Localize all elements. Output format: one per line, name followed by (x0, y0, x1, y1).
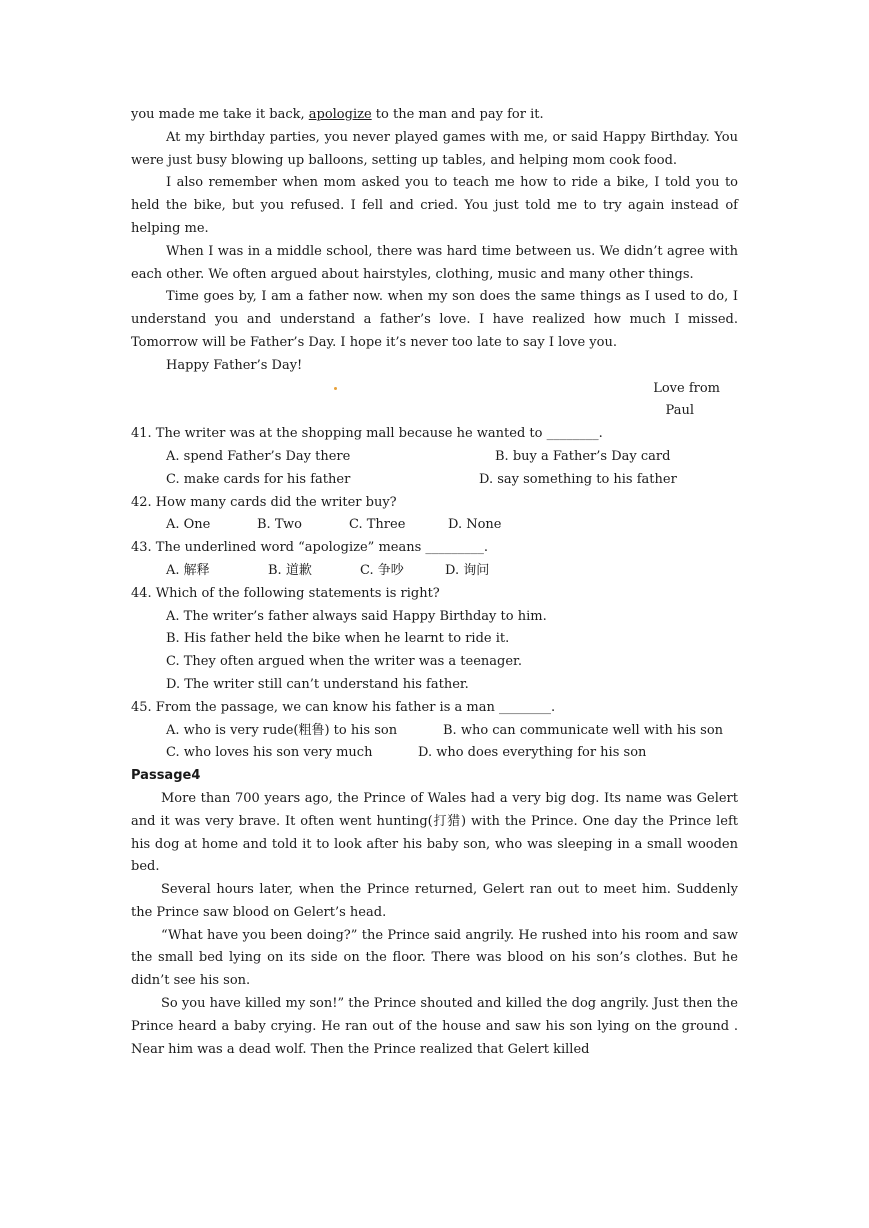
option-a: A. The writer’s father always said Happy Birthday to him. (166, 608, 547, 624)
option-b: B. Two (257, 517, 302, 533)
question-45: 45. From the passage, we can know his father is a man ________. (131, 699, 556, 715)
paragraph-birthday: At my birthday parties, you never played games with me, or said Happy Birthday. You were just busy blowing up balloons, setting up tables, and helping mom cook food. (131, 129, 738, 168)
passage4-paragraph-3: “What have you been doing?” the Prince said angrily. He rushed into his room and saw the small bed lying on its side on the floor. There was blood on his son’s clothes. But he didn’t see his son. (131, 927, 738, 989)
greeting: Happy Father’s Day! (166, 357, 303, 373)
option-c: C. Three (349, 517, 406, 533)
sign-off-line (131, 378, 738, 401)
option-c: C. make cards for his father (166, 471, 351, 487)
options-row (131, 606, 738, 629)
options-row (131, 674, 738, 697)
question-41: 41. The writer was at the shopping mall because he wanted to ________. (131, 426, 603, 442)
options-row (131, 469, 738, 492)
text-span: you made me take it back, (131, 107, 309, 122)
option-d: D. 询问 (445, 562, 490, 578)
option-d: D. None (448, 517, 502, 533)
options-row (131, 446, 738, 469)
option-b: B. buy a Father’s Day card (495, 448, 671, 464)
passage3-line1 (131, 104, 738, 127)
options-row (131, 742, 738, 765)
option-b: B. His father held the bike when he learnt to ride it. (166, 631, 510, 647)
options-row (131, 720, 738, 743)
passage4-paragraph-1: More than 700 years ago, the Prince of Wales had a very big dog. Its name was Gelert and it was very brave. It often went hunting(打猎) with the Prince. One day the Prince left his dog at home and told it to look after his baby son, who was sleeping in a small wooden bed. (131, 790, 738, 875)
options-row (131, 628, 738, 651)
question-42: 42. How many cards did the writer buy? (131, 494, 397, 510)
option-d: D. who does everything for his son (418, 745, 647, 761)
option-c: C. who loves his son very much (166, 745, 373, 761)
paragraph-time: Time goes by, I am a father now. when my son does the same things as I used to do, I understand you and understand a father’s love. I have realized how much I missed. Tomorrow will be Father’s Day. I hope it’s never too late to say I love you. (131, 289, 738, 350)
underlined-word: apologize (308, 107, 372, 122)
question-44: 44. Which of the following statements is right? (131, 585, 440, 601)
option-c: C. They often argued when the writer was a teenager. (166, 654, 522, 670)
passage4-heading: Passage4 (131, 768, 201, 784)
text-span: to the man and pay for it. (371, 107, 544, 122)
option-c: C. 争吵 (360, 562, 404, 578)
option-d: D. say something to his father (479, 471, 677, 487)
options-row (131, 651, 738, 674)
document-page (131, 104, 738, 1061)
option-b: B. 道歉 (268, 562, 312, 578)
option-d: D. The writer still can’t understand his father. (166, 676, 469, 692)
paragraph-bike: I also remember when mom asked you to teach me how to ride a bike, I told you to held the bike, but you refused. I fell and cried. You just told me to try again instead of helping me. (131, 175, 738, 236)
signature: Paul (665, 403, 694, 419)
passage4-paragraph-4: So you have killed my son!” the Prince shouted and killed the dog angrily. Just then the Prince heard a baby crying. He ran out of the house and saw his son lying on the ground . Near him was a dead wolf. Then the Prince realized that Gelert killed (131, 996, 738, 1057)
options-row (131, 514, 738, 537)
love-from: Love from (653, 380, 720, 396)
decorative-dot (334, 387, 337, 390)
option-b: B. who can communicate well with his son (443, 722, 724, 738)
paragraph-middle-school: When I was in a middle school, there was hard time between us. We didn’t agree with each other. We often argued about hairstyles, clothing, music and many other things. (131, 243, 738, 282)
passage4-paragraph-2: Several hours later, when the Prince returned, Gelert ran out to meet him. Suddenly the Prince saw blood on Gelert’s head. (131, 882, 738, 920)
option-a: A. 解释 (166, 562, 210, 578)
signature-line (131, 400, 738, 423)
option-a: A. One (166, 517, 211, 533)
question-43: 43. The underlined word “apologize” means _________. (131, 540, 489, 556)
option-a: A. who is very rude(粗鲁) to his son (166, 722, 398, 738)
option-a: A. spend Father’s Day there (166, 448, 351, 464)
options-row (131, 560, 738, 583)
